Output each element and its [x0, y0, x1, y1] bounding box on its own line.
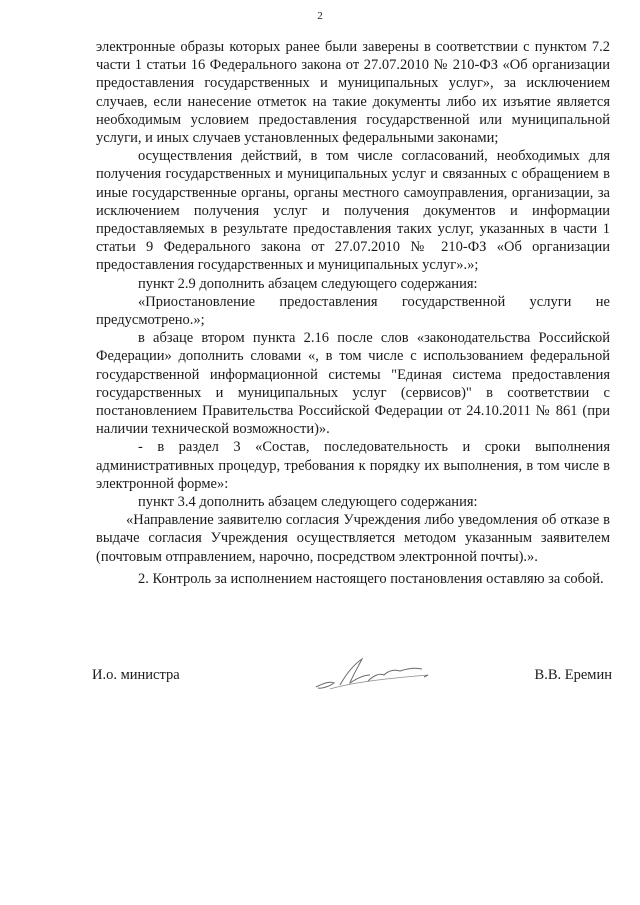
- signature-block: [92, 663, 612, 703]
- paragraph-4: «Приостановление предоставления государственной услуги не предусмотрено.»;: [96, 293, 610, 329]
- handwritten-signature: [310, 653, 440, 695]
- paragraph-5: в абзаце втором пункта 2.16 после слов «законодательства Российской Федерации» дополнить словами «, в том числе с использованием федеральной государственной информационной системы "Единая система предоставления государственных и муниципальных услуг (сервисов)" в соответствии с постановлением Правительства Российской Федерации от 24.10.2011 № 861 (при наличии технической возможности)».: [96, 330, 610, 438]
- paragraph-7: пункт 3.4 дополнить абзацем следующего содержания:: [138, 494, 478, 511]
- document-body: [96, 38, 610, 588]
- paragraph-6: - в раздел 3 «Состав, последовательность и сроки выполнения административных процедур, требования к порядку их выполнения, в том числе в электронной форме»:: [96, 439, 610, 492]
- paragraph-3: пункт 2.9 дополнить абзацем следующего содержания:: [138, 275, 478, 292]
- paragraph-2: осуществления действий, в том числе согласований, необходимых для получения государственных и муниципальных услуг и связанных с обращением в иные государственные органы, органы местного самоуправления, организации, за исключением получения услуг и получения документов и информации предоставляемых в результате предоставления таких услуг, указанных в части 1 статьи 9 Федерального закона от 27.07.2010 № 210-ФЗ «Об организации предоставления государственных и муниципальных услуг».»;: [96, 148, 610, 274]
- paragraph-8: «Направление заявителю согласия Учреждения либо уведомления об отказе в выдаче согласия Учреждения осуществляется методом указанным заявителем (почтовым отправлением, нарочно, посредством электронной почты).».: [96, 512, 610, 565]
- page-number: 2: [317, 10, 323, 22]
- signatory-title: И.о. министра: [92, 667, 180, 683]
- paragraph-1: электронные образы которых ранее были заверены в соответствии с пунктом 7.2 части 1 статьи 16 Федерального закона от 27.07.2010 № 210-ФЗ «Об организации предоставления государственных и муниципальных услуг», за исключением случаев, если нанесение отметок на такие документы либо их изъятие является необходимым условием предоставления государственной или муниципальной услуги, и иных случаев установленных федеральными законами;: [96, 39, 610, 147]
- paragraph-9: 2. Контроль за исполнением настоящего постановления оставляю за собой.: [138, 570, 604, 587]
- signatory-name: В.В. Еремин: [534, 667, 612, 683]
